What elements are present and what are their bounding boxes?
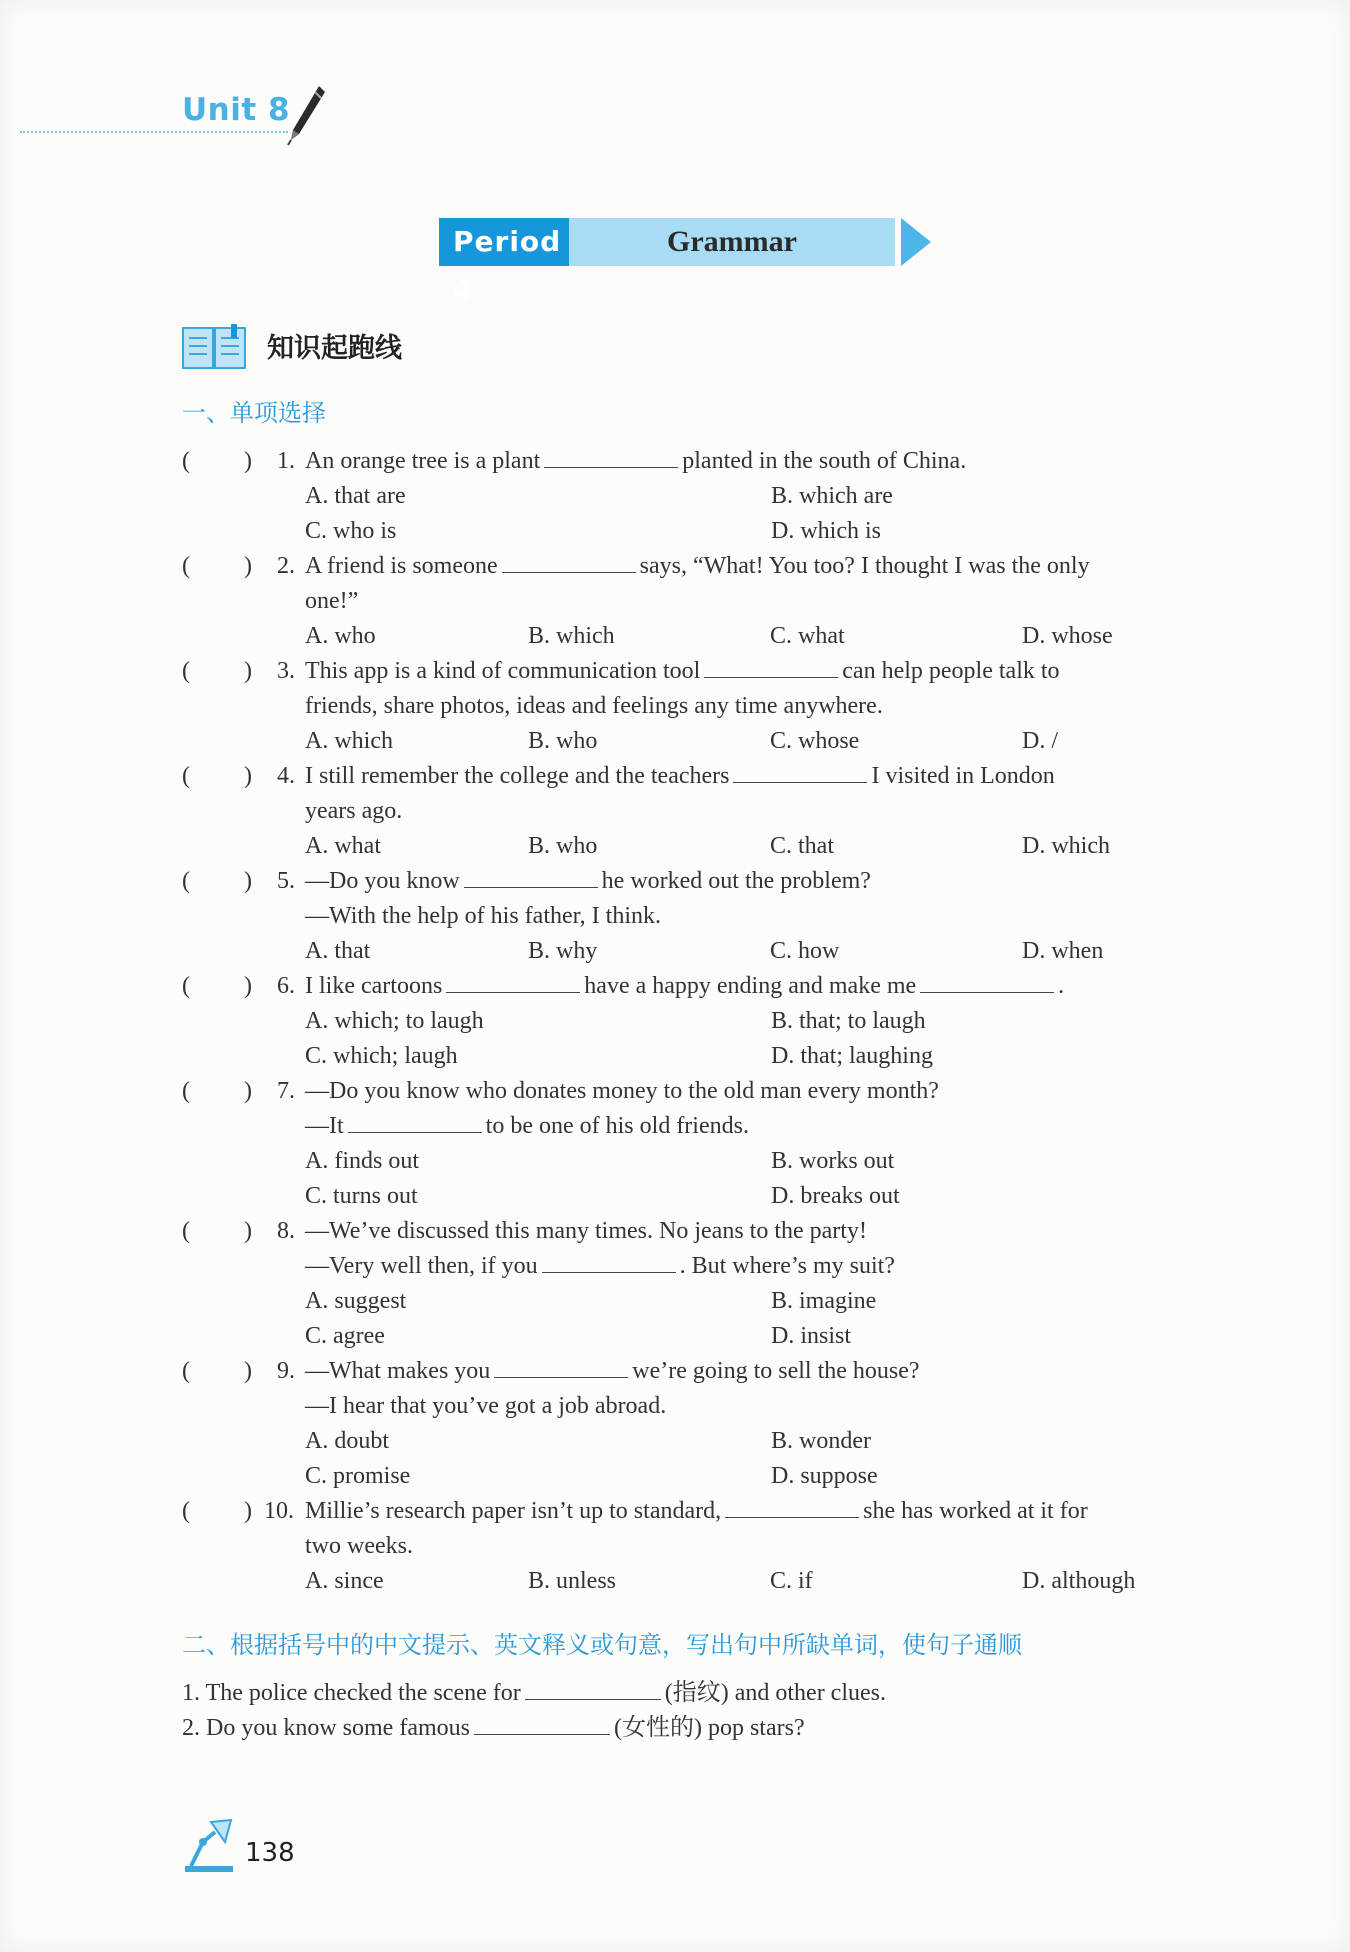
- question-text-part: —It: [305, 1113, 344, 1139]
- question-text-part: have a happy ending and make me: [584, 973, 917, 999]
- answer-blank[interactable]: [920, 974, 1054, 993]
- answer-paren-close: ): [244, 763, 252, 789]
- question-text-part: —We’ve discussed this many times. No jeans to the party!: [305, 1218, 867, 1244]
- answer-paren-close: ): [244, 1078, 252, 1104]
- question-number: 6.: [277, 973, 295, 999]
- option-b[interactable]: B. unless: [528, 1568, 617, 1594]
- option-d[interactable]: D. suppose: [771, 1463, 878, 1489]
- option-d[interactable]: D. insist: [771, 1323, 852, 1349]
- option-b[interactable]: B. why: [528, 938, 598, 964]
- question-text-part: planted in the south of China.: [682, 448, 967, 474]
- option-b[interactable]: B. works out: [771, 1148, 895, 1174]
- option-b[interactable]: B. which: [528, 623, 615, 649]
- question-text-part: she has worked at it for: [863, 1498, 1088, 1524]
- answer-blank[interactable]: [474, 1716, 610, 1735]
- question-text: [305, 1218, 867, 1245]
- option-a[interactable]: A. that are: [305, 483, 406, 509]
- unit-title: Unit 8: [182, 92, 291, 128]
- answer-blank[interactable]: [733, 764, 867, 783]
- question-text-part: —With the help of his father, I think.: [305, 903, 661, 929]
- fill-item-text: 1. The police checked the scene for: [182, 1680, 521, 1706]
- option-b[interactable]: B. who: [528, 833, 598, 859]
- option-b[interactable]: B. that; to laugh: [771, 1008, 926, 1034]
- answer-paren-close: ): [244, 1218, 252, 1244]
- answer-paren-open: (: [182, 1358, 190, 1384]
- question-text-part: I visited in London: [871, 763, 1055, 789]
- pen-icon: [285, 82, 329, 148]
- answer-blank[interactable]: [502, 554, 636, 573]
- question-text: [305, 868, 871, 895]
- page-number: 138: [245, 1838, 295, 1868]
- answer-paren-close: ): [244, 973, 252, 999]
- option-a[interactable]: A. which: [305, 728, 393, 754]
- answer-blank[interactable]: [525, 1681, 661, 1700]
- option-c[interactable]: C. who is: [305, 518, 397, 544]
- option-b[interactable]: B. who: [528, 728, 598, 754]
- answer-paren-close: ): [244, 868, 252, 894]
- question-text: [305, 1358, 920, 1385]
- question-number: 3.: [277, 658, 295, 684]
- question-text-part: A friend is someone: [305, 553, 498, 579]
- answer-blank[interactable]: [446, 974, 580, 993]
- answer-paren-open: (: [182, 973, 190, 999]
- question-number: 4.: [277, 763, 295, 789]
- option-a[interactable]: A. that: [305, 938, 371, 964]
- question-text: [305, 903, 661, 930]
- option-b[interactable]: B. imagine: [771, 1288, 877, 1314]
- question-text-part: I still remember the college and the teachers: [305, 763, 730, 789]
- question-text-part: —Do you know: [305, 868, 460, 894]
- question-text-part: —What makes you: [305, 1358, 491, 1384]
- question-text-part: —Very well then, if you: [305, 1253, 538, 1279]
- answer-paren-open: (: [182, 763, 190, 789]
- option-c[interactable]: C. whose: [770, 728, 860, 754]
- answer-blank[interactable]: [704, 659, 838, 678]
- question-text-part: —I hear that you’ve got a job abroad.: [305, 1393, 667, 1419]
- question-text-part: I like cartoons: [305, 973, 443, 999]
- option-c[interactable]: C. promise: [305, 1463, 411, 1489]
- arrow-icon: [901, 218, 931, 266]
- fill-item-hint: (女性的) pop stars?: [613, 1715, 805, 1741]
- part1-title: 一、单项选择: [182, 399, 326, 427]
- answer-blank[interactable]: [725, 1499, 859, 1518]
- period-label: Period 4: [439, 218, 569, 266]
- answer-blank[interactable]: [464, 869, 598, 888]
- option-a[interactable]: A. what: [305, 833, 381, 859]
- answer-paren-open: (: [182, 658, 190, 684]
- question-text-part: can help people talk to: [842, 658, 1060, 684]
- fill-item: [182, 1672, 886, 1707]
- question-text: [305, 1078, 939, 1105]
- question-text-part: one!”: [305, 588, 359, 614]
- answer-blank[interactable]: [542, 1254, 676, 1273]
- question-text-part: An orange tree is a plant: [305, 448, 541, 474]
- option-c[interactable]: C. how: [770, 938, 840, 964]
- answer-paren-open: (: [182, 1078, 190, 1104]
- option-a[interactable]: A. since: [305, 1568, 384, 1594]
- question-text: [305, 1253, 895, 1280]
- fill-item-hint: (指纹) and other clues.: [664, 1680, 886, 1706]
- question-text-part: two weeks.: [305, 1533, 413, 1559]
- answer-paren-open: (: [182, 868, 190, 894]
- question-text-part: Millie’s research paper isn’t up to standard,: [305, 1498, 722, 1524]
- option-d[interactable]: D. which is: [771, 518, 881, 544]
- question-text-part: This app is a kind of communication tool: [305, 658, 701, 684]
- option-c[interactable]: C. which; laugh: [305, 1043, 458, 1069]
- question-number: 1.: [277, 448, 295, 474]
- answer-paren-close: ): [244, 1358, 252, 1384]
- header-divider: [20, 131, 288, 133]
- answer-paren-close: ): [244, 553, 252, 579]
- answer-paren-open: (: [182, 448, 190, 474]
- question-text-part: years ago.: [305, 798, 403, 824]
- answer-blank[interactable]: [544, 449, 678, 468]
- option-d[interactable]: D. when: [1022, 938, 1104, 964]
- question-text: [305, 973, 1064, 1000]
- option-b[interactable]: B. which are: [771, 483, 893, 509]
- question-text: [305, 588, 358, 615]
- topic-label: Grammar: [569, 218, 895, 266]
- answer-paren-open: (: [182, 1218, 190, 1244]
- book-icon: [181, 322, 249, 372]
- question-number: 5.: [277, 868, 295, 894]
- question-text: [305, 448, 966, 475]
- question-text: [305, 693, 883, 720]
- question-text-part: to be one of his old friends.: [485, 1113, 749, 1139]
- option-c[interactable]: C. agree: [305, 1323, 385, 1349]
- option-a[interactable]: A. which; to laugh: [305, 1008, 484, 1034]
- question-text: [305, 1533, 413, 1560]
- question-text: [305, 658, 1060, 685]
- question-text-part: . But where’s my suit?: [679, 1253, 895, 1279]
- option-a[interactable]: A. suggest: [305, 1288, 407, 1314]
- question-text: [305, 798, 402, 825]
- section-title: 知识起跑线: [267, 333, 402, 364]
- option-d[interactable]: D. although: [1022, 1568, 1136, 1594]
- lamp-icon: [181, 1816, 237, 1874]
- option-c[interactable]: C. if: [770, 1568, 813, 1594]
- question-number: 10.: [264, 1498, 294, 1524]
- question-text: [305, 1113, 749, 1140]
- option-a[interactable]: A. doubt: [305, 1428, 389, 1454]
- question-text: [305, 1498, 1088, 1525]
- option-d[interactable]: D. breaks out: [771, 1183, 900, 1209]
- answer-blank[interactable]: [348, 1114, 482, 1133]
- option-d[interactable]: D. whose: [1022, 623, 1113, 649]
- question-text-part: we’re going to sell the house?: [632, 1358, 920, 1384]
- option-a[interactable]: A. who: [305, 623, 376, 649]
- question-number: 9.: [277, 1358, 295, 1384]
- option-d[interactable]: D. that; laughing: [771, 1043, 933, 1069]
- question-text-part: he worked out the problem?: [601, 868, 871, 894]
- answer-paren-close: ): [244, 1498, 252, 1524]
- answer-paren-close: ): [244, 658, 252, 684]
- answer-paren-open: (: [182, 1498, 190, 1524]
- question-text-part: says, “What! You too? I thought I was the only: [639, 553, 1090, 579]
- answer-paren-open: (: [182, 553, 190, 579]
- answer-paren-close: ): [244, 448, 252, 474]
- option-a[interactable]: A. finds out: [305, 1148, 419, 1174]
- question-text: [305, 1393, 666, 1420]
- part2-title: 二、根据括号中的中文提示、英文释义或句意，写出句中所缺单词，使句子通顺: [182, 1631, 1022, 1659]
- option-c[interactable]: C. what: [770, 623, 845, 649]
- option-d[interactable]: D. which: [1022, 833, 1110, 859]
- question-text-part: —Do you know who donates money to the old man every month?: [305, 1078, 939, 1104]
- question-text-part: friends, share photos, ideas and feelings any time anywhere.: [305, 693, 883, 719]
- option-d[interactable]: D. /: [1022, 728, 1058, 754]
- period-banner: [439, 218, 931, 306]
- option-c[interactable]: C. turns out: [305, 1183, 418, 1209]
- question-text: [305, 763, 1055, 790]
- question-number: 2.: [277, 553, 295, 579]
- question-number: 7.: [277, 1078, 295, 1104]
- fill-item-text: 2. Do you know some famous: [182, 1715, 470, 1741]
- option-c[interactable]: C. that: [770, 833, 834, 859]
- answer-blank[interactable]: [494, 1359, 628, 1378]
- fill-item: [182, 1707, 805, 1742]
- question-text-part: .: [1058, 973, 1065, 999]
- question-text: [305, 553, 1090, 580]
- option-b[interactable]: B. wonder: [771, 1428, 871, 1454]
- question-number: 8.: [277, 1218, 295, 1244]
